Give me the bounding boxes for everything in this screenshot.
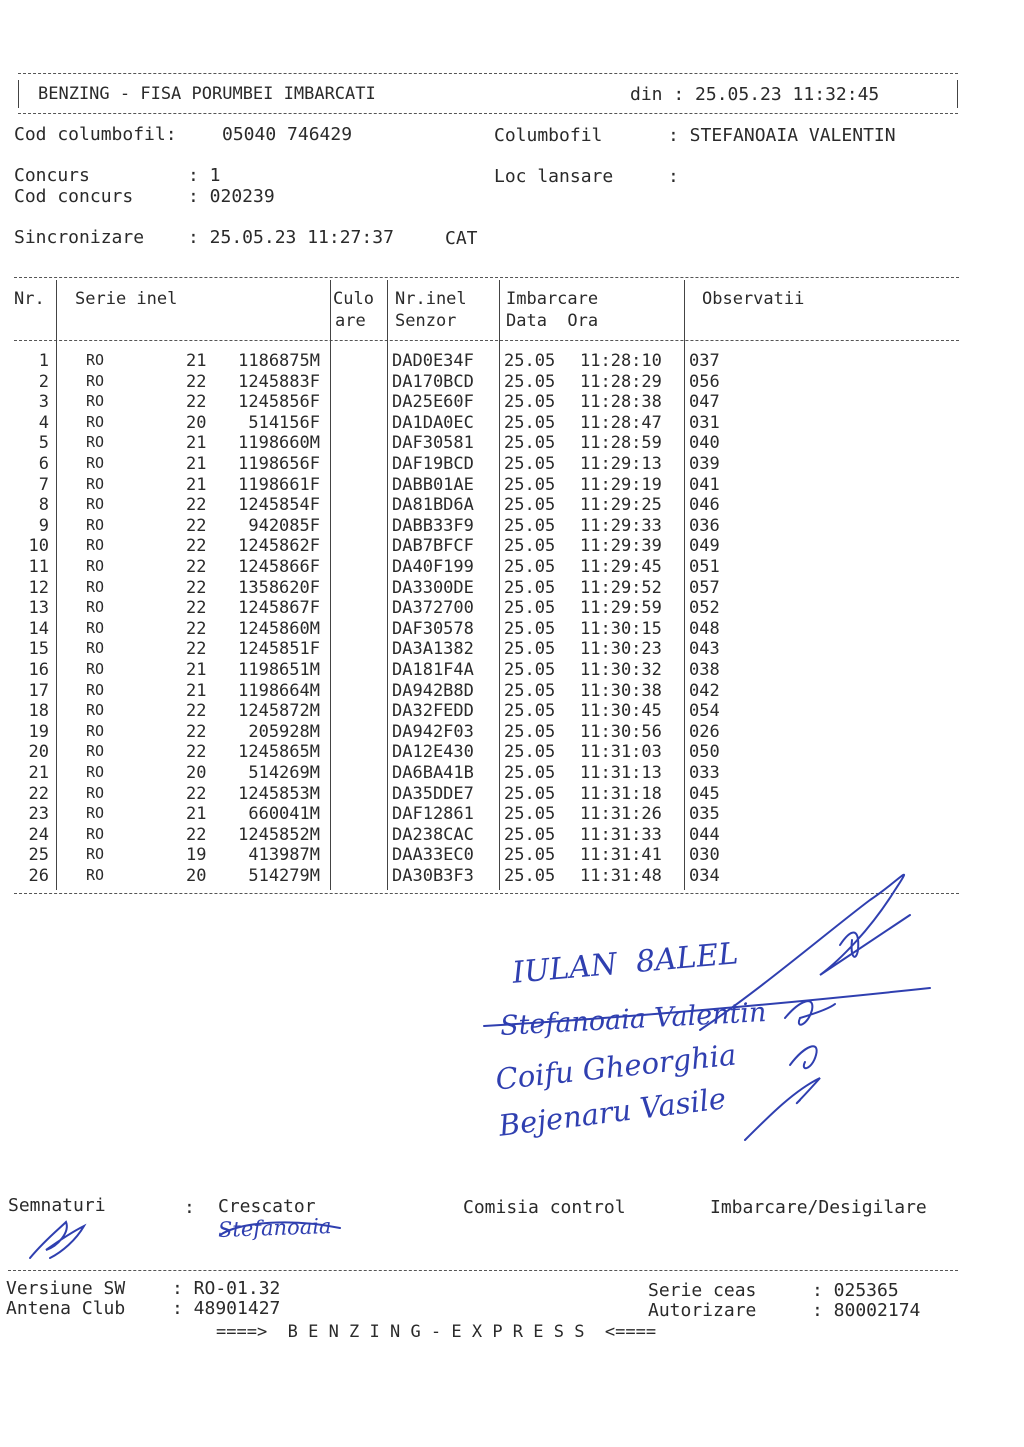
header-culoare-1: Culo	[333, 289, 374, 309]
semnaturi-mark-stroke	[30, 1222, 84, 1258]
row-date: 25.05	[504, 845, 556, 866]
cod-columbofil-label: Cod columbofil:	[14, 124, 177, 145]
row-time: 11:29:52	[580, 577, 662, 598]
row-country: RO	[86, 845, 105, 864]
header-observatii: Observatii	[702, 289, 805, 309]
row-number: 14	[28, 618, 49, 639]
row-observatii: 040	[689, 433, 720, 454]
row-observatii: 051	[689, 557, 720, 577]
row-sensor: DA25E60F	[392, 392, 474, 413]
comisia-control-label: Comisia control	[463, 1197, 626, 1218]
versiune-sw-value: : RO-01.32	[172, 1278, 281, 1299]
row-year: 22	[186, 536, 207, 557]
row-sensor: DAF12861	[392, 804, 474, 825]
row-date: 25.05	[504, 660, 556, 680]
row-country: RO	[86, 721, 105, 740]
row-sensor: DA81BD6A	[392, 495, 474, 516]
document-title: BENZING - FISA PORUMBEI IMBARCATI	[38, 84, 376, 104]
row-sensor: DABB01AE	[392, 474, 474, 495]
columbofil-value: : STEFANOAIA VALENTIN	[668, 125, 896, 146]
header-nr: Nr.	[14, 289, 45, 309]
row-date: 25.05	[504, 618, 556, 639]
row-date: 25.05	[504, 742, 556, 763]
row-ring-number: 514279M	[248, 866, 320, 886]
row-date: 25.05	[504, 557, 556, 577]
row-year: 19	[186, 845, 207, 866]
row-ring-number: 1198664M	[238, 680, 320, 701]
row-year: 21	[186, 804, 207, 825]
row-time: 11:29:59	[580, 598, 662, 619]
row-date: 25.05	[504, 474, 556, 495]
row-number: 7	[38, 474, 49, 495]
signature-stroke-1	[700, 875, 910, 1030]
row-time: 11:29:33	[580, 515, 662, 536]
row-ring-number: 1245872M	[238, 701, 320, 722]
row-number: 8	[38, 495, 49, 516]
row-country: RO	[86, 742, 105, 761]
row-date: 25.05	[504, 598, 556, 619]
row-number: 12	[28, 577, 49, 598]
row-observatii: 034	[689, 866, 720, 886]
antena-club-label: Antena Club	[6, 1298, 126, 1319]
footer-top-border	[8, 1270, 958, 1271]
serie-ceas-value: : 025365	[812, 1280, 899, 1301]
row-sensor: DA32FEDD	[392, 701, 474, 722]
row-time: 11:30:38	[580, 680, 662, 701]
row-year: 22	[186, 618, 207, 639]
row-observatii: 026	[689, 721, 720, 742]
row-observatii: 057	[689, 577, 720, 598]
row-sensor: DA3A1382	[392, 639, 474, 660]
row-date: 25.05	[504, 783, 556, 804]
cod-concurs-label: Cod concurs	[14, 186, 134, 207]
row-sensor: DAF30578	[392, 618, 474, 639]
row-observatii: 043	[689, 639, 720, 660]
row-sensor: DA40F199	[392, 557, 474, 577]
row-number: 6	[38, 454, 49, 474]
row-number: 13	[28, 598, 49, 619]
row-date: 25.05	[504, 577, 556, 598]
imbarcare-desigilare-label: Imbarcare/Desigilare	[710, 1197, 927, 1218]
crescator-label: Crescator	[218, 1196, 316, 1217]
row-date: 25.05	[504, 680, 556, 701]
handwritten-line-2: Stefanoaia Valentin	[499, 997, 768, 1042]
row-number: 9	[38, 515, 49, 536]
sincronizare-label: Sincronizare	[14, 227, 145, 248]
row-ring-number: 1198651M	[238, 660, 320, 680]
row-observatii: 033	[689, 763, 720, 783]
row-observatii: 046	[689, 495, 720, 516]
sincronizare-timezone: CAT	[445, 228, 478, 249]
semnaturi-label: Semnaturi	[8, 1195, 106, 1216]
row-ring-number: 1186875M	[238, 351, 320, 371]
row-observatii: 050	[689, 742, 720, 763]
row-ring-number: 413987M	[248, 845, 320, 866]
row-ring-number: 1245866F	[238, 557, 320, 577]
row-number: 16	[28, 660, 49, 680]
row-year: 22	[186, 721, 207, 742]
row-number: 25	[28, 845, 49, 866]
row-sensor: DA6BA41B	[392, 763, 474, 783]
row-country: RO	[86, 680, 105, 699]
row-year: 20	[186, 763, 207, 783]
row-country: RO	[86, 474, 105, 493]
document-date: din : 25.05.23 11:32:45	[630, 84, 880, 105]
header-nrinel-1: Nr.inel	[395, 289, 467, 309]
row-time: 11:29:39	[580, 536, 662, 557]
row-ring-number: 1245854F	[238, 495, 320, 516]
row-country: RO	[86, 392, 105, 411]
row-observatii: 044	[689, 824, 720, 845]
row-time: 11:28:38	[580, 392, 662, 413]
row-country: RO	[86, 618, 105, 637]
row-year: 22	[186, 783, 207, 804]
header-serie-inel: Serie inel	[75, 289, 178, 309]
row-country: RO	[86, 701, 105, 720]
row-time: 11:29:13	[580, 454, 662, 474]
signature-stroke-3	[785, 1001, 835, 1025]
row-country: RO	[86, 639, 105, 658]
row-time: 11:31:03	[580, 742, 662, 763]
row-date: 25.05	[504, 392, 556, 413]
row-country: RO	[86, 763, 105, 781]
crescator-signature: Stefanoaia	[217, 1214, 332, 1242]
row-date: 25.05	[504, 433, 556, 454]
row-country: RO	[86, 660, 105, 678]
row-date: 25.05	[504, 721, 556, 742]
row-ring-number: 514269M	[248, 763, 320, 783]
signature-stroke-5	[745, 1078, 820, 1140]
row-country: RO	[86, 577, 105, 596]
row-observatii: 039	[689, 454, 720, 474]
row-time: 11:30:56	[580, 721, 662, 742]
row-sensor: DABB33F9	[392, 515, 474, 536]
row-sensor: DA238CAC	[392, 824, 474, 845]
signature-stroke-4	[790, 1046, 817, 1068]
row-date: 25.05	[504, 515, 556, 536]
header-imbarcare-1: Imbarcare	[506, 289, 599, 309]
row-observatii: 035	[689, 804, 720, 825]
row-ring-number: 1245856F	[238, 392, 320, 413]
row-number: 18	[28, 701, 49, 722]
row-time: 11:29:19	[580, 474, 662, 495]
row-country: RO	[86, 598, 105, 617]
row-country: RO	[86, 371, 105, 390]
row-ring-number: 1245860M	[238, 618, 320, 639]
row-ring-number: 1245862F	[238, 536, 320, 557]
row-number: 3	[38, 392, 49, 413]
row-date: 25.05	[504, 763, 556, 783]
row-sensor: DAB7BFCF	[392, 536, 474, 557]
versiune-sw-label: Versiune SW	[6, 1278, 126, 1299]
row-time: 11:31:26	[580, 804, 662, 825]
row-number: 4	[38, 412, 49, 433]
handwritten-line-4: Bejenaru Vasile	[496, 1081, 728, 1143]
row-year: 21	[186, 433, 207, 454]
benzing-express-banner: ====> B E N Z I N G - E X P R E S S <====	[216, 1322, 657, 1342]
row-time: 11:31:41	[580, 845, 662, 866]
row-number: 17	[28, 680, 49, 701]
row-observatii: 036	[689, 515, 720, 536]
row-year: 22	[186, 371, 207, 392]
row-sensor: DA35DDE7	[392, 783, 474, 804]
row-number: 10	[28, 536, 49, 557]
row-year: 22	[186, 824, 207, 845]
cod-columbofil-value: 05040 746429	[222, 124, 353, 145]
handwritten-line-3: Coifu Gheorghia	[493, 1037, 738, 1097]
row-number: 23	[28, 804, 49, 825]
row-observatii: 048	[689, 618, 720, 639]
row-sensor: DA3300DE	[392, 577, 474, 598]
row-year: 22	[186, 495, 207, 516]
row-sensor: DA170BCD	[392, 371, 474, 392]
handwritten-line-1: IULAN 8ALEL	[510, 936, 740, 991]
row-time: 11:30:23	[580, 639, 662, 660]
row-date: 25.05	[504, 701, 556, 722]
row-date: 25.05	[504, 866, 556, 886]
row-observatii: 047	[689, 392, 720, 413]
row-date: 25.05	[504, 639, 556, 660]
row-number: 19	[28, 721, 49, 742]
row-date: 25.05	[504, 824, 556, 845]
row-sensor: DA12E430	[392, 742, 474, 763]
row-observatii: 041	[689, 474, 720, 495]
row-year: 21	[186, 454, 207, 474]
row-date: 25.05	[504, 536, 556, 557]
sincronizare-value: : 25.05.23 11:27:37	[188, 227, 394, 248]
row-year: 20	[186, 412, 207, 433]
concurs-label: Concurs	[14, 165, 90, 186]
row-sensor: DA181F4A	[392, 660, 474, 680]
row-observatii: 030	[689, 845, 720, 866]
row-observatii: 038	[689, 660, 720, 680]
row-year: 22	[186, 701, 207, 722]
header-imbarcare-2: Data Ora	[506, 311, 599, 331]
row-time: 11:28:10	[580, 351, 662, 371]
row-country: RO	[86, 783, 105, 802]
row-observatii: 045	[689, 783, 720, 804]
row-date: 25.05	[504, 351, 556, 371]
row-time: 11:31:18	[580, 783, 662, 804]
row-ring-number: 1198660M	[238, 433, 320, 454]
serie-ceas-label: Serie ceas	[648, 1280, 757, 1301]
row-year: 21	[186, 680, 207, 701]
row-year: 22	[186, 639, 207, 660]
row-country: RO	[86, 454, 105, 472]
row-year: 22	[186, 515, 207, 536]
row-time: 11:28:47	[580, 412, 662, 433]
concurs-value: : 1	[188, 165, 221, 186]
row-observatii: 037	[689, 351, 720, 371]
loc-lansare-value: :	[668, 166, 679, 187]
row-ring-number: 660041M	[248, 804, 320, 825]
loc-lansare-label: Loc lansare	[494, 166, 614, 187]
row-ring-number: 205928M	[248, 721, 320, 742]
row-time: 11:31:33	[580, 824, 662, 845]
row-sensor: DA372700	[392, 598, 474, 619]
row-number: 5	[38, 433, 49, 454]
row-number: 15	[28, 639, 49, 660]
row-sensor: DAF30581	[392, 433, 474, 454]
row-ring-number: 1245867F	[238, 598, 320, 619]
row-country: RO	[86, 804, 105, 823]
row-time: 11:31:13	[580, 763, 662, 783]
header-nrinel-2: Senzor	[395, 311, 457, 331]
row-country: RO	[86, 433, 105, 452]
row-ring-number: 1245883F	[238, 371, 320, 392]
row-observatii: 042	[689, 680, 720, 701]
row-date: 25.05	[504, 454, 556, 474]
row-number: 1	[38, 351, 49, 371]
row-country: RO	[86, 536, 105, 555]
row-country: RO	[86, 824, 105, 843]
row-ring-number: 1358620F	[238, 577, 320, 598]
row-country: RO	[86, 515, 105, 534]
row-year: 22	[186, 557, 207, 577]
row-number: 24	[28, 824, 49, 845]
row-country: RO	[86, 351, 105, 369]
row-observatii: 052	[689, 598, 720, 619]
autorizare-label: Autorizare	[648, 1300, 757, 1321]
row-ring-number: 1245851F	[238, 639, 320, 660]
autorizare-value: : 80002174	[812, 1300, 921, 1321]
row-country: RO	[86, 412, 105, 431]
row-year: 22	[186, 392, 207, 413]
row-time: 11:30:32	[580, 660, 662, 680]
semnaturi-colon: :	[184, 1197, 195, 1218]
row-ring-number: 1245865M	[238, 742, 320, 763]
row-number: 2	[38, 371, 49, 392]
row-sensor: DA942B8D	[392, 680, 474, 701]
row-time: 11:30:15	[580, 618, 662, 639]
columbofil-label: Columbofil	[494, 125, 603, 146]
row-date: 25.05	[504, 371, 556, 392]
row-number: 20	[28, 742, 49, 763]
strikethrough-stroke	[484, 988, 930, 1026]
row-sensor: DAD0E34F	[392, 351, 474, 371]
row-country: RO	[86, 557, 105, 575]
row-year: 22	[186, 577, 207, 598]
row-ring-number: 514156F	[248, 412, 320, 433]
row-year: 21	[186, 660, 207, 680]
row-sensor: DAF19BCD	[392, 454, 474, 474]
row-date: 25.05	[504, 804, 556, 825]
row-year: 21	[186, 474, 207, 495]
row-country: RO	[86, 495, 105, 514]
row-sensor: DA942F03	[392, 721, 474, 742]
row-ring-number: 1245852M	[238, 824, 320, 845]
cod-concurs-value: : 020239	[188, 186, 275, 207]
row-year: 22	[186, 598, 207, 619]
row-number: 22	[28, 783, 49, 804]
row-observatii: 054	[689, 701, 720, 722]
row-time: 11:29:45	[580, 557, 662, 577]
row-ring-number: 1198661F	[238, 474, 320, 495]
row-ring-number: 1245853M	[238, 783, 320, 804]
row-sensor: DA1DA0EC	[392, 412, 474, 433]
row-time: 11:28:59	[580, 433, 662, 454]
row-time: 11:29:25	[580, 495, 662, 516]
row-number: 11	[28, 557, 49, 577]
row-year: 20	[186, 866, 207, 886]
row-number: 26	[28, 866, 49, 886]
row-observatii: 049	[689, 536, 720, 557]
row-year: 21	[186, 351, 207, 371]
row-ring-number: 942085F	[248, 515, 320, 536]
row-observatii: 031	[689, 412, 720, 433]
row-country: RO	[86, 866, 105, 884]
row-date: 25.05	[504, 412, 556, 433]
row-time: 11:31:48	[580, 866, 662, 886]
row-sensor: DAA33EC0	[392, 845, 474, 866]
antena-club-value: : 48901427	[172, 1298, 281, 1319]
signature-stroke-2	[840, 933, 858, 957]
row-sensor: DA30B3F3	[392, 866, 474, 886]
row-number: 21	[28, 763, 49, 783]
row-date: 25.05	[504, 495, 556, 516]
row-time: 11:28:29	[580, 371, 662, 392]
row-time: 11:30:45	[580, 701, 662, 722]
row-year: 22	[186, 742, 207, 763]
row-observatii: 056	[689, 371, 720, 392]
header-culoare-2: are	[335, 311, 366, 331]
row-ring-number: 1198656F	[238, 454, 320, 474]
